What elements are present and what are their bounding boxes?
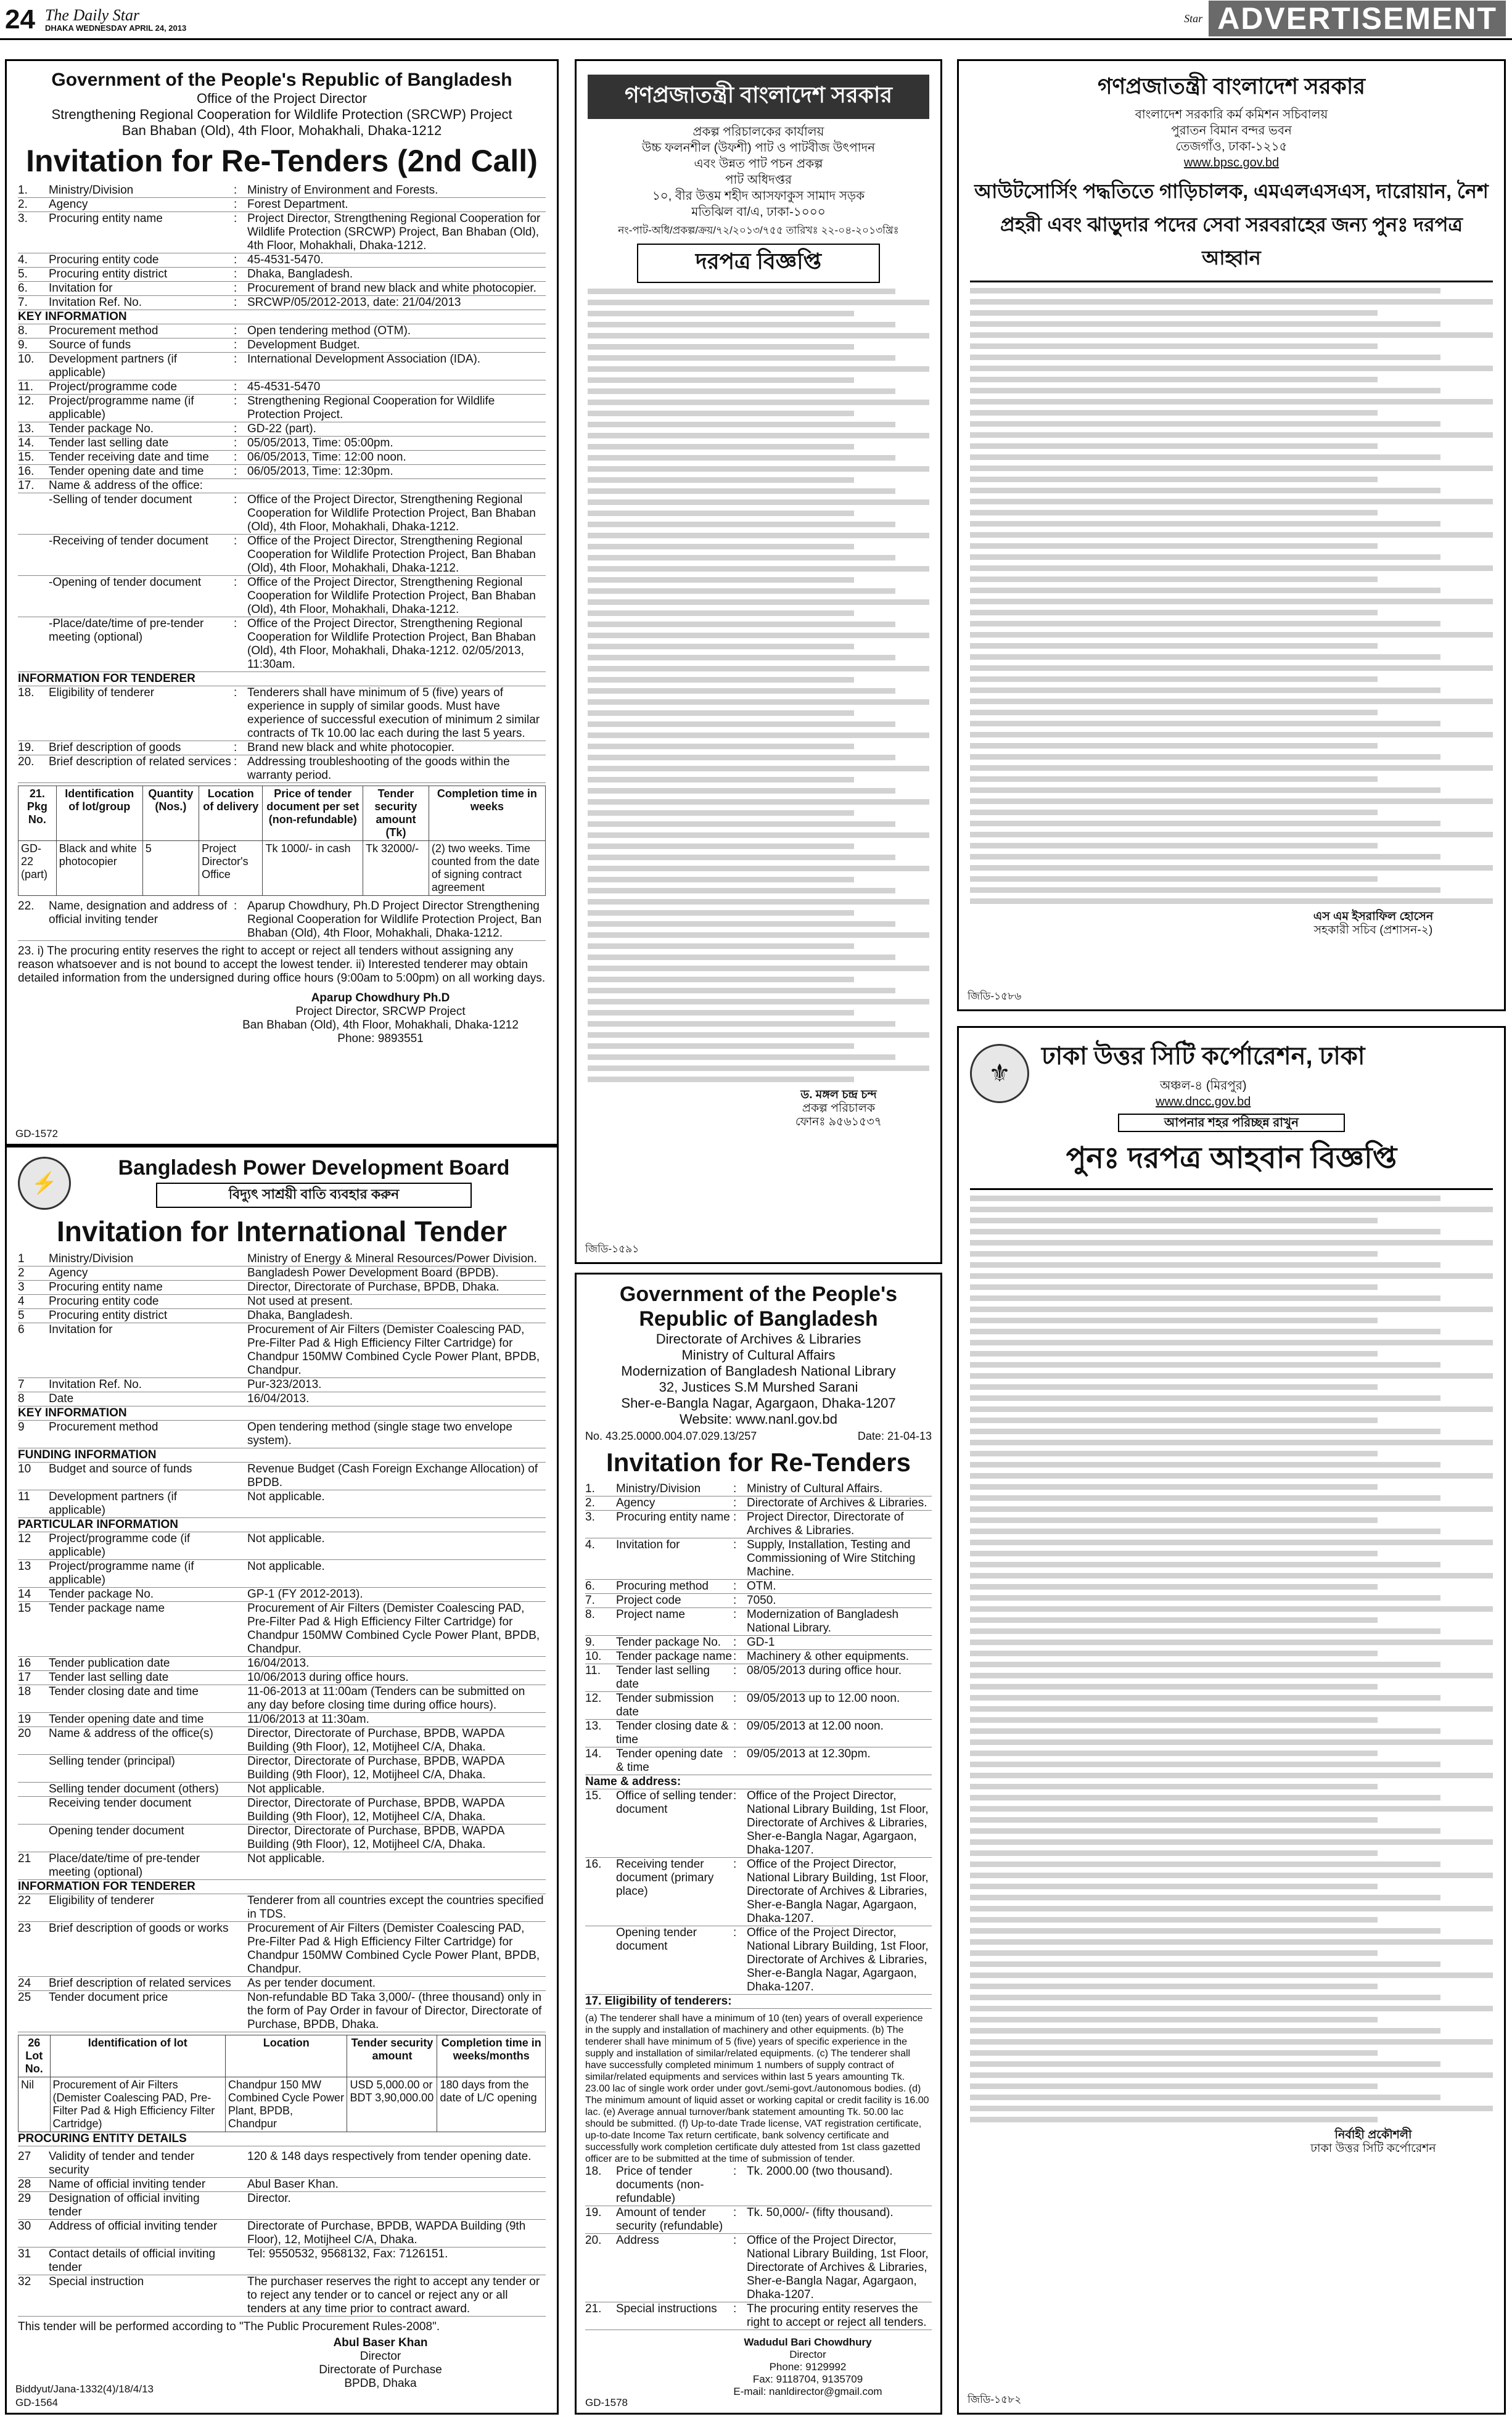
tender-table: 1. Ministry/Division : Ministry of Cultural Affairs. 2. Agency : Directorate of Archives & Libraries. 3. Procuring entity name : Project Director, Directorate of Archives & Libraries. 4. Invitation for : Supply, Installation, Testing and Commissioning of Wire Stitching Machine. 6. Procuring method : OTM. 7. Project code : 7050. 8. Project name : Modernization of Bangladesh National Library. 9. Tender package No. : GD-1 10. Tender package name : Machinery & other equipments. 11. Tender last selling date : 08/05/2013 during office hour. 12. Tender submission date : 09/05/2013 up to 12.00 noon. 13. Tender closing date & time : 09/05/2013 at 12.00 noon. 14. Tender opening date & time : 09/05/2013 at 12.30pm. Name & address: 15. Office of selling tender document : Office of the Project Director, National Library Building, 1st Floor, Directorate of Archives & Libraries, Sher-e-Bangla Nagar, Agargaon, Dhaka-1207. 16. Receiving tender document (primary place) : Office of the Project Director, National Library Building, 1st Floor, Directorate of Archives & Libraries, Sher-e-Bangla Nagar, Agargaon, Dhaka-1207. Opening tender document : Office of the Project Director, National Library Building, 1st Floor, Directorate of Archives & Libraries, Sher-e-Bangla Nagar, Agargaon, Dhaka-1207. 17. Eligibility of tenderers: (a) The tenderer shall have a minimum of 10 (ten) years of overall experience in the supply and installation of machinery and other equipments. (b) The tenderer shall have minimum of 5 (five) years of specific experience in the supply and installation of similar/related equipments. (c) The tenderer shall have successfully completed minimum 1 numbers of supply contract of similar/related equipments and services within last 5 years amounting Tk. 23.00 lac of single work order under govt./semi-govt./autonomous bodies. (d) The minimum amount of liquid asset or working capital or credit facility is 16.00 lac. (e) Average annual turnover/bank statement amounting Tk. 50.00 lac should be submitted. (f) Up-to-date Trade license, VAT registration certificate, up-to-date Income Tax return certificate, bank solvency certificate and successfully work completion certificate duly attested from 1st class gazetted officer are to be submitted at the time of submission of tender. 18. Price of tender documents (non-refundable) : Tk. 2000.00 (two thousand). 19. Amount of tender security (refundable) : Tk. 50,000/- (fifty thousand). 20. Address : Office of the Project Director, National Library Building, 1st Floor, Directorate of Archives & Libraries, Sher-e-Bangla Nagar, Agargaon, Dhaka-1207. 21. Special instructions : The procuring entity reserves the right to accept or reject all tenders. [585,1482,932,2330]
section-heading: 17. Eligibility of tenderers: [585,1995,932,2009]
ad-code: GD-1564 [15,2397,58,2408]
tender-table: 27 Validity of tender and tender security 120 & 148 days respectively from tender opening date. 28 Name of official inviting tender Abul Baser Khan. 29 Designation of official inviting tender Director. 30 Address of official inviting tender Directorate of Purchase, BPDB, WAPDA Building (9th Floor), 12, Motijheel C/A, Dhaka. 31 Contact details of official inviting tender Tel: 9550532, 9568132, Fax: 7126151. 32 Special instruction The purchaser reserves the right to accept any tender or to reject any tender or to cancel or reject any or all tenders at any time prior to contract award. [18,2150,546,2317]
ad-title: ঢাকা উত্তর সিটি কর্পোরেশন, ঢাকা [1042,1043,1365,1070]
lot-table: 21. Pkg No. Identification of lot/group Quantity (Nos.) Location of delivery Price of tender document per set (non-refundable) Tender security amount (Tk) Completion time in weeks GD-22 (part) Black and white photocopier 5 Project Director's Office Tk 1000/- in cash Tk 32000/- (2) two weeks. Time counted from the date of signing contract agreement [18,786,546,896]
section-heading: PARTICULAR INFORMATION [18,1518,546,1532]
lot-table: 26 Lot No. Identification of lot Location Tender security amount Completion time in weeks/months Nil Procurement of Air Filters (Demister Coalescing PAD, Pre-Filter Pad & High Efficiency Filter Cartridge) Chandpur 150 MW Combined Cycle Power Plant, BPDB, Chandpur USD 5,000.00 or BDT 3,90,000.00 180 days from the date of L/C opening [18,2035,546,2132]
bengali-text-block [588,289,929,1082]
page-header-right [1184,0,1506,37]
ad-srcwp: Government of the People's Republic of Bangladesh Office of the Project Director Strengthening Regional Cooperation for Wildlife Protection (SRCWP) Project Ban Bhaban (Old), 4th Floor, Mohakhali, Dhaka-1212 Invitation for Re-Tenders (2nd Call) 1. Ministry/Division : Ministry of Environment and Forests. 2. Agency : Forest Department. 3. Procuring entity name : Project Director, Strengthening Regional Cooperation for Wildlife Protection (SRCWP) Project, Ban Bhaban (Old), 4th Floor, Mohakhali, Dhaka-1212. 4. Procuring entity code : 45-4531-5470. 5. Procuring entity district : Dhaka, Bangladesh. 6. Invitation for : Procurement of brand new black and white photocopier. 7. Invitation Ref. No. : SRCWP/05/2012-2013, date: 21/04/2013 KEY INFORMATION 8. Procurement method : Open tendering method (OTM). 9. Source of funds : Development Budget. 10. Development partners (if applicable) : International Development Association (IDA). 11. Project/programme code : 45-4531-5470 12. Project/programme name (if applicable) : Strengthening Regional Cooperation for Wildlife Protection Project. 13. Tender package No. : GD-22 (part). 14. Tender last selling date : 05/05/2013, Time: 05:00pm. 15. Tender receiving date and time : 06/05/2013, Time: 12:00 noon. 16. Tender opening date and time : 06/05/2013, Time: 12:30pm. 17. Name & address of the office: -Selling of tender document : Office of the Project Director, Strengthening Regional Cooperation for Wildlife Protection Project, Ban Bhaban (Old), 4th Floor, Mohakhali, Dhaka-1212. -Receiving of tender document : Office of the Project Director, Strengthening Regional Cooperation for Wildlife Protection Project, Ban Bhaban (Old), 4th Floor, Mohakhali, Dhaka-1212. -Opening of tender document : Office of the Project Director, Strengthening Regional Cooperation for Wildlife Protection Project, Ban Bhaban (Old), 4th Floor, Mohakhali, Dhaka-1212. -Place/date/time of pre-tender meeting (optional) : Office of the Project Director, Strengthening Regional Cooperation for Wildlife Protection Project, Ban Bhaban (Old), 4th Floor, Mohakhali, Dhaka-1212. 02/05/2013, 11:30am. INFORMATION FOR TENDERER 18. Eligibility of tenderer : Tenderers shall have minimum of 5 (five) years of experience in supply of similar goods. Must have experience of successful execution of minimum 2 similar contracts of Tk 10.00 lac each during the last 5 years. 19. Brief description of goods : Brand new black and white photocopier. 20. Brief description of related services : Addressing troubleshooting of the goods within the warranty period. 21. Pkg No. Identification of lot/group Quantity (Nos.) Location of delivery Price of tender document per set (non-refundable) Tender security amount (Tk) Completion time in weeks GD-22 (part) Black and white photocopier 5 Project Director's Office Tk 1000/- in cash Tk 32000/- (2) two weeks. Time counted from the date of signing contract agreement 22. Name, designation and address of official inviting tender : Aparup Chowdhury, Ph.D Project Director Strengthening Regional Cooperation for Wildlife Protection Project, Ban Bhaban (Old), 4th Floor, Mohakhali, Dhaka-1212. 23. i) The procuring entity reserves the right to accept or reject all tenders without assigning any reason whatsoever and is not bound to accept the lowest tender. ii) Interested tenderer may obtain detailed information from the undersigned during office hours (9:00am to 5:00pm) on all working days. Aparup Chowdhury Ph.D Project Director, SRCWP Project Ban Bhaban (Old), 4th Floor, Mohakhali, Dhaka-1212 Phone: 9893551 GD-1572 [5,59,559,1146]
ad-nanl: Government of the People's Republic of Bangladesh Directorate of Archives & Libraries Ministry of Cultural Affairs Modernization of Bangladesh National Library 32, Justices S.M Murshed Sarani Sher-e-Bangla Nagar, Agargaon, Dhaka-1207 Website: www.nanl.gov.bd No. 43.25.0000.004.07.029.13/257 Date: 21-04-13 Invitation for Re-Tenders 1. Ministry/Division : Ministry of Cultural Affairs. 2. Agency : Directorate of Archives & Libraries. 3. Procuring entity name : Project Director, Directorate of Archives & Libraries. 4. Invitation for : Supply, Installation, Testing and Commissioning of Wire Stitching Machine. 6. Procuring method : OTM. 7. Project code : 7050. 8. Project name : Modernization of Bangladesh National Library. 9. Tender package No. : GD-1 10. Tender package name : Machinery & other equipments. 11. Tender last selling date : 08/05/2013 during office hour. 12. Tender submission date : 09/05/2013 up to 12.00 noon. 13. Tender closing date & time : 09/05/2013 at 12.00 noon. 14. Tender opening date & time : 09/05/2013 at 12.30pm. Name & address: 15. Office of selling tender document : Office of the Project Director, National Library Building, 1st Floor, Directorate of Archives & Libraries, Sher-e-Bangla Nagar, Agargaon, Dhaka-1207. 16. Receiving tender document (primary place) : Office of the Project Director, National Library Building, 1st Floor, Directorate of Archives & Libraries, Sher-e-Bangla Nagar, Agargaon, Dhaka-1207. Opening tender document : Office of the Project Director, National Library Building, 1st Floor, Directorate of Archives & Libraries, Sher-e-Bangla Nagar, Agargaon, Dhaka-1207. 17. Eligibility of tenderers: (a) The tenderer shall have a minimum of 10 (ten) years of overall experience in the supply and installation of machinery and other equipments. (b) The tenderer shall have minimum of 5 (five) years of specific experience in the supply and installation of similar/related equipments. (c) The tenderer shall have successfully completed minimum 1 numbers of supply contract of similar/related equipments and services within last 5 years amounting Tk. 23.00 lac of single work order under govt./semi-govt./autonomous bodies. (d) The minimum amount of liquid asset or working capital or credit facility is 16.00 lac. (e) Average annual turnover/bank statement amounting Tk. 50.00 lac should be submitted. (f) Up-to-date Trade license, VAT registration certificate, up-to-date Income Tax return certificate, bank solvency certificate and successfully work completion certificate duly attested from 1st class gazetted officer are to be submitted at the time of submission of tender. 18. Price of tender documents (non-refundable) : Tk. 2000.00 (two thousand). 19. Amount of tender security (refundable) : Tk. 50,000/- (fifty thousand). 20. Address : Office of the Project Director, National Library Building, 1st Floor, Directorate of Archives & Libraries, Sher-e-Bangla Nagar, Agargaon, Dhaka-1207. 21. Special instructions : The procuring entity reserves the right to accept or reject all tenders. Wadudul Bari Chowdhury Director Phone: 9129992 Fax: 9118704, 9135709 E-mail: nanldirector@gmail.com GD-1578 [575,1273,942,2415]
signature: নির্বাহী প্রকৌশলী ঢাকা উত্তর সিটি কর্পোরেশন [1310,2128,1436,2155]
bpdb-logo-icon: ⚡ [18,1157,71,1210]
section-title: ADVERTISEMENT [1209,1,1506,36]
signature: এস এম ইসরাফিল হোসেন সহকারী সচিব (প্রশাসন-২) [1313,910,1434,937]
star-logo: Star [1184,12,1203,25]
ad-org: Government of the People's Republic of Bangladesh [619,1283,898,1331]
issue-date: DHAKA WEDNESDAY APRIL 24, 2013 [44,23,187,33]
section-heading: Name & address: [585,1775,932,1789]
ad-code: GD-1572 [15,1128,58,1139]
ad-code: জিডি-১৫৮২ [968,2394,1022,2405]
section-heading: KEY INFORMATION [18,1406,546,1421]
page-number: 24 [5,4,35,35]
eligibility-text: (a) The tenderer shall have a minimum of 10 (ten) years of overall experience in the supply and installation of machinery and other equipments. (b) The tenderer shall have minimum of 5 (five) years of specific experience in the supply and installation of similar/related equipments. (c) The tenderer shall have successfully completed minimum 1 numbers of supply contract of similar/related equipments and services within last 5 years amounting Tk. 23.00 lac of single work order under govt./semi-govt./autonomous bodies. (d) The minimum amount of liquid asset or working capital or credit facility is 16.00 lac. (e) Average annual turnover/bank statement amounting Tk. 50.00 lac should be submitted. (f) Up-to-date Trade license, VAT registration certificate, up-to-date Income Tax return certificate, bank solvency certificate and successfully work completion certificate duly attested from 1st class gazetted officer are to be submitted at the time of submission of tender. [585,2013,929,2165]
ad-org: Government of the People's Republic of Bangladesh [51,70,512,90]
ref-number: No. 43.25.0000.004.07.029.13/257 [585,1430,757,1442]
tender-table: 1. Ministry/Division : Ministry of Environment and Forests. 2. Agency : Forest Department. 3. Procuring entity name : Project Director, Strengthening Regional Cooperation for Wildlife Protection (SRCWP) Project, Ban Bhaban (Old), 4th Floor, Mohakhali, Dhaka-1212. 4. Procuring entity code : 45-4531-5470. 5. Procuring entity district : Dhaka, Bangladesh. 6. Invitation for : Procurement of brand new black and white photocopier. 7. Invitation Ref. No. : SRCWP/05/2012-2013, date: 21/04/2013 KEY INFORMATION 8. Procurement method : Open tendering method (OTM). 9. Source of funds : Development Budget. 10. Development partners (if applicable) : International Development Association (IDA). 11. Project/programme code : 45-4531-5470 12. Project/programme name (if applicable) : Strengthening Regional Cooperation for Wildlife Protection Project. 13. Tender package No. : GD-22 (part). 14. Tender last selling date : 05/05/2013, Time: 05:00pm. 15. Tender receiving date and time : 06/05/2013, Time: 12:00 noon. 16. Tender opening date and time : 06/05/2013, Time: 12:30pm. 17. Name & address of the office: -Selling of tender document : Office of the Project Director, Strengthening Regional Cooperation for Wildlife Protection Project, Ban Bhaban (Old), 4th Floor, Mohakhali, Dhaka-1212. -Receiving of tender document : Office of the Project Director, Strengthening Regional Cooperation for Wildlife Protection Project, Ban Bhaban (Old), 4th Floor, Mohakhali, Dhaka-1212. -Opening of tender document : Office of the Project Director, Strengthening Regional Cooperation for Wildlife Protection Project, Ban Bhaban (Old), 4th Floor, Mohakhali, Dhaka-1212. -Place/date/time of pre-tender meeting (optional) : Office of the Project Director, Strengthening Regional Cooperation for Wildlife Protection Project, Ban Bhaban (Old), 4th Floor, Mohakhali, Dhaka-1212. 02/05/2013, 11:30am. INFORMATION FOR TENDERER 18. Eligibility of tenderer : Tenderers shall have minimum of 5 (five) years of experience in supply of similar goods. Must have experience of successful execution of minimum 2 similar contracts of Tk 10.00 lac each during the last 5 years. 19. Brief description of goods : Brand new black and white photocopier. 20. Brief description of related services : Addressing troubleshooting of the goods within the warranty period. [18,184,546,783]
ad-title: Invitation for International Tender [56,1215,507,1247]
bengali-text-block [970,288,1493,904]
ad-code: জিডি-১৫৯১ [585,1243,639,1255]
ad-title: গণপ্রজাতন্ত্রী বাংলাদেশ সরকার [588,75,929,119]
ad-office-line: Ban Bhaban (Old), 4th Floor, Mohakhali, Dhaka-1212 [121,123,442,138]
ad-jute: গণপ্রজাতন্ত্রী বাংলাদেশ সরকার প্রকল্প পরিচালকের কার্যালয় উচ্চ ফলনশীল (উফশী) পাট ও পাটবীজ উৎপাদন এবং উন্নত পাট পচন প্রকল্প পাট অধিদপ্তর ১০, বীর উত্তম শহীদ আসফাকুস সামাদ সড়ক মতিঝিল বা/এ, ঢাকা-১০০০ নং-পাট-অধি/প্রকল্প/ক্রয়/৭২/২০১৩/৭৫৫ তারিখঃ ২২-০৪-২০১৩খ্রিঃ দরপত্র বিজ্ঞপ্তি ড. মঙ্গল চন্দ্র চন্দ প্রকল্প পরিচালক ফোনঃ ৯৫৬১৫৩৭ জিডি-১৫৯১ [575,59,942,1264]
signature: Abul Baser Khan Director Directorate of Purchase BPDB, Dhaka [319,2336,442,2391]
page-header-left [5,2,186,37]
ad-bpdb [5,1146,559,2415]
ad-heading: আউটসোর্সিং পদ্ধতিতে গাড়িচালক, এমএলএসএস, দারোয়ান, নৈশ প্রহরী এবং ঝাড়ুদার পদের সেবা সরবরাহের জন্য পুনঃ দরপত্র আহ্বান [974,180,1489,269]
signature: Aparup Chowdhury Ph.D Project Director, SRCWP Project Ban Bhaban (Old), 4th Floor, Mohakhali, Dhaka-1212 Phone: 9893551 [242,991,519,1045]
section-heading: FUNDING INFORMATION [18,1448,546,1463]
website: Website: www.nanl.gov.bd [680,1411,837,1427]
ref-number: নং-পাট-অধি/প্রকল্প/ক্রয়/৭২/২০১৩/৭৫৫ তারিখঃ ২২-০৪-২০১৩খ্রিঃ [618,224,899,236]
footnote: This tender will be performed according to "The Public Procurement Rules-2008". [18,2320,440,2334]
header-rule [0,38,1512,40]
ad-code: Biddyut/Jana-1332(4)/18/4/13 [15,2383,154,2395]
ad-office-line: Office of the Project Director [197,91,367,106]
signature: ড. মঙ্গল চন্দ্র চন্দ প্রকল্প পরিচালক ফোনঃ ৯৫৬১৫৩৭ [795,1088,882,1128]
website: www.bpsc.gov.bd [1183,156,1280,170]
slogan: আপনার শহর পরিচ্ছন্ন রাখুন [1118,1114,1345,1132]
ad-heading: পুনঃ দরপত্র আহবান বিজ্ঞপ্তি [1066,1142,1397,1175]
ad-office-line: Strengthening Regional Cooperation for Wildlife Protection (SRCWP) Project [51,107,512,122]
ad-title: Invitation for Re-Tenders (2nd Call) [26,144,538,178]
bengali-text-block [970,1196,1493,2122]
section-heading: INFORMATION FOR TENDERER [18,672,546,686]
ad-org: Bangladesh Power Development Board [118,1156,510,1180]
ad-code: GD-1578 [585,2397,628,2408]
ad-title: Invitation for Re-Tenders [606,1448,911,1477]
dncc-emblem-icon: ⚜ [970,1044,1029,1103]
website: www.dncc.gov.bd [1156,1095,1251,1109]
slogan: বিদ্যুৎ সাশ্রয়ী বাতি ব্যবহার করুন [156,1183,472,1208]
signature: Wadudul Bari Chowdhury Director Phone: 9129992 Fax: 9118704, 9135709 E-mail: nanldirector@gmail.com [733,2336,882,2398]
section-heading: KEY INFORMATION [18,310,546,324]
ref-date: Date: 21-04-13 [857,1430,932,1442]
tender-table: 1 Ministry/Division Ministry of Energy & Mineral Resources/Power Division. 2 Agency Bangladesh Power Development Board (BPDB). 3 Procuring entity name Director, Directorate of Purchase, BPDB, Dhaka. 4 Procuring entity code Not used at present. 5 Procuring entity district Dhaka, Bangladesh. 6 Invitation for Procurement of Air Filters (Demister Coalescing PAD, Pre-Filter Pad & High Efficiency Filter Cartridge) for Chandpur 150MW Combined Cycle Power Plant, BPDB, Chandpur. 7 Invitation Ref. No. Pur-323/2013. 8 Date 16/04/2013. KEY INFORMATION 9 Procurement method Open tendering method (single stage two envelope system). FUNDING INFORMATION 10 Budget and source of funds Revenue Budget (Cash Foreign Exchange Allocation) of BPDB. 11 Development partners (if applicable) Not applicable. PARTICULAR INFORMATION 12 Project/programme code (if applicable) Not applicable. 13 Project/programme name (if applicable) Not applicable. 14 Tender package No. GP-1 (FY 2012-2013). 15 Tender package name Procurement of Air Filters (Demister Coalescing PAD, Pre-Filter Pad & High Efficiency Filter Cartridge) for Chandpur 150MW Combined Cycle Power Plant, BPDB, Chandpur. 16 Tender publication date 16/04/2013. 17 Tender last selling date 10/06/2013 during office hours. 18 Tender closing date and time 11-06-2013 at 11:00am (Tenders can be submitted on any day before closing time during office hours). 19 Tender opening date and time 11/06/2013 at 11:30am. 20 Name & address of the office(s) Director, Directorate of Purchase, BPDB, WAPDA Building (9th Floor), 12, Motijheel C/A, Dhaka. Selling tender (principal) Director, Directorate of Purchase, BPDB, WAPDA Building (9th Floor), 12, Motijheel C/A, Dhaka. Selling tender document (others) Not applicable. Receiving tender document Director, Directorate of Purchase, BPDB, WAPDA Building (9th Floor), 12, Motijheel C/A, Dhaka. Opening tender document Director, Directorate of Purchase, BPDB, WAPDA Building (9th Floor), 12, Motijheel C/A, Dhaka. 21 Place/date/time of pre-tender meeting (optional) Not applicable. INFORMATION FOR TENDERER 22 Eligibility of tenderer Tenderer from all countries except the countries specified in TDS. 23 Brief description of goods or works Procurement of Air Filters (Demister Coalescing PAD, Pre-Filter Pad & High Efficiency Filter Cartridge) for Chandpur 150MW Combined Cycle Power Plant, BPDB, Chandpur. 24 Brief description of related services As per tender document. 25 Tender document price Non-refundable BD Taka 3,000/- (three thousand) only in the form of Pay Order in favour of Director, Directorate of Purchase, BPDB, Dhaka. [18,1252,546,2032]
section-heading: PROCURING ENTITY DETAILS [18,2132,546,2146]
ad-bpsc: গণপ্রজাতন্ত্রী বাংলাদেশ সরকার বাংলাদেশ সরকারি কর্ম কমিশন সচিবালয় পুরাতন বিমান বন্দর ভবন তেজগাঁও, ঢাকা-১২১৫ www.bpsc.gov.bd আউটসোর্সিং পদ্ধতিতে গাড়িচালক, এমএলএসএস, দারোয়ান, নৈশ প্রহরী এবং ঝাড়ুদার পদের সেবা সরবরাহের জন্য পুনঃ দরপত্র আহ্বান এস এম ইসরাফিল হোসেন সহকারী সচিব (প্রশাসন-২) জিডি-১৫৮৬ [957,59,1506,1011]
ad-title: গণপ্রজাতন্ত্রী বাংলাদেশ সরকার [1097,73,1366,99]
ad-heading: দরপত্র বিজ্ঞপ্তি [637,244,880,283]
newspaper-name: The Daily Star [44,6,140,24]
notes: 23. i) The procuring entity reserves the right to accept or reject all tenders without assigning any reason whatsoever and is not bound to accept the lowest tender. ii) Interested tenderer may obtain detailed information from the undersigned during office hours (9:00am to 5:00pm) on all working days. [18,944,546,985]
ad-dncc: ⚜ ঢাকা উত্তর সিটি কর্পোরেশন, ঢাকা অঞ্চল-৪ (মিরপুর) www.dncc.gov.bd আপনার শহর পরিচ্ছন্ন রাখুন পুনঃ দরপত্র আহবান বিজ্ঞপ্তি নির্বাহী প্রকৌশলী ঢাকা উত্তর সিটি কর্পোরেশন জিডি-১৫৮২ [957,1026,1506,2415]
section-heading: INFORMATION FOR TENDERER [18,1880,546,1894]
ad-code: জিডি-১৫৮৬ [968,990,1022,1002]
